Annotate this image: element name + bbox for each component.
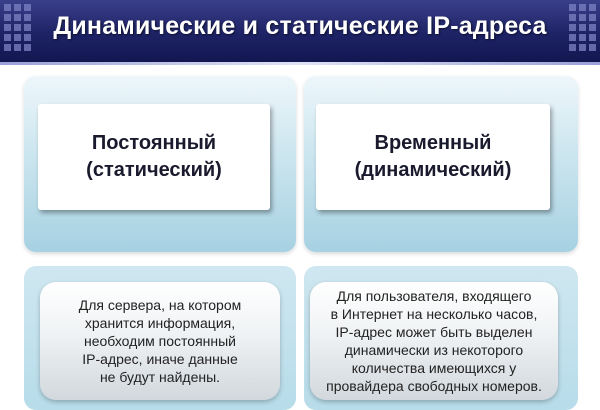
static-heading-card	[38, 104, 270, 210]
static-description: Для сервера, на котором хранится информация, необходим постоянный IP-адрес, иначе данные не будут найдены.	[78, 297, 242, 385]
title-bar	[0, 0, 600, 62]
slide-title: Динамические и статические IP-адреса	[53, 12, 547, 40]
dynamic-heading: Временный (динамический)	[354, 132, 512, 181]
static-panel	[24, 76, 296, 252]
dynamic-description: Для пользователя, входящего в Интернет на несколько часов, IP-адрес может быть выделен динамически из некоторого количества имеющихся у провайдера свободных номеров.	[326, 288, 542, 394]
static-heading: Постоянный (статический)	[86, 132, 222, 181]
dynamic-description-box	[310, 282, 558, 400]
static-description-box	[40, 282, 280, 400]
dynamic-heading-card	[316, 104, 550, 210]
title-underline	[0, 62, 600, 65]
dynamic-panel	[304, 76, 578, 252]
